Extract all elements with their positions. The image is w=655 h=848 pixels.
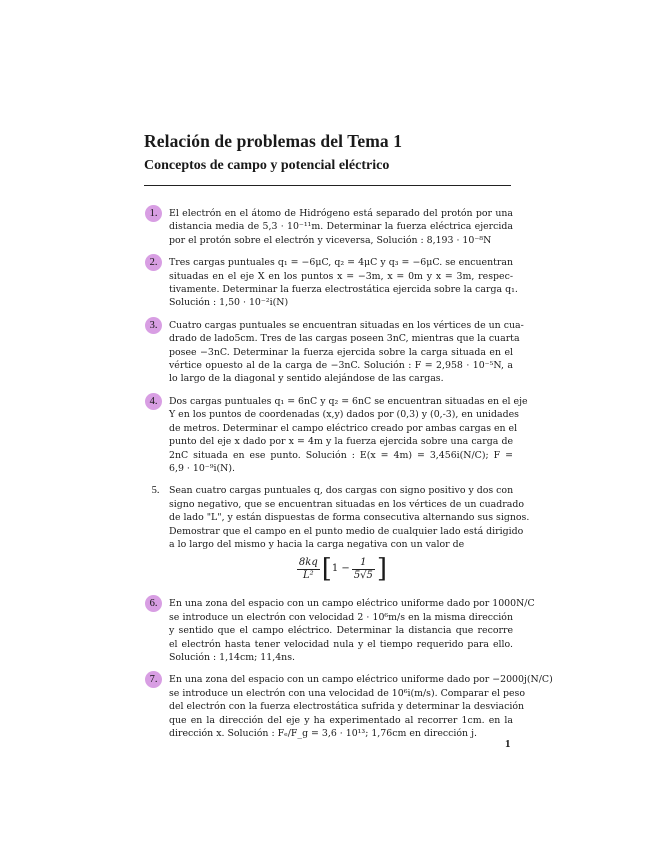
problem-text-line: En una zona del espacio con un campo eléctrico uniforme dado por −2000j(N/C) (169, 674, 553, 686)
problem-text-line: de lado "L", y están dispuestas de forma consecutiva alternando sus signos. (169, 512, 530, 524)
page-title: Relación de problemas del Tema 1 (144, 131, 403, 151)
problem-item (144, 673, 553, 740)
problem-item (144, 319, 524, 386)
problem-item (144, 207, 513, 247)
field-formula (169, 551, 513, 588)
problem-item (144, 597, 535, 664)
problem-text-line: Solución : 1,50 · 10⁻²i(N) (169, 297, 289, 309)
formula-fraction (297, 557, 320, 582)
formula-denominator: L² (302, 569, 314, 581)
formula-numerator: 1 (352, 557, 375, 570)
problem-text-line: posee −3nC. Determinar la fuerza ejercida sobre la carga situada en el (169, 346, 513, 358)
page-number: 1 (505, 738, 511, 750)
problem-item (144, 395, 528, 475)
formula-numerator: 8kq (298, 556, 318, 568)
problem-text-line: Cuatro cargas puntuales se encuentran situadas en los vértices de un cua- (169, 319, 524, 331)
problem-text-line: el electrón hasta tener velocidad nula y el tiempo requerido para ello. (169, 638, 513, 650)
problem-number: 2. (145, 254, 162, 271)
problem-number: 5. (151, 485, 160, 497)
problem-text-line: del electrón con la fuerza electrostática sufrida y determinar la desviación (169, 701, 525, 713)
problem-text-line: a lo largo del mismo y hacia la carga negativa con un valor de (169, 538, 465, 550)
problem-text-line: y sentido que el campo eléctrico. Determinar la distancia que recorre (169, 625, 513, 637)
problem-text-line: vértice opuesto al de la carga de −3nC. Solución : F = 2,958 · 10⁻⁵N, a (169, 360, 513, 372)
problem-number: 6. (145, 595, 162, 612)
problem-text-line: situadas en el eje X en los puntos x = −3m, x = 0m y x = 3m, respec- (169, 270, 513, 282)
problem-text-line: 6,9 · 10⁻⁹i(N). (169, 462, 235, 474)
right-bracket: ] (376, 554, 388, 585)
problem-text-line: lo largo de la diagonal y sentido alejándose de las cargas. (169, 373, 444, 385)
problem-text-line: se introduce un electrón con una velocidad de 10⁶i(m/s). Comparar el peso (169, 687, 525, 699)
problem-text-line: 2nC situada en ese punto. Solución : E(x = 4m) = 3,456i(N/C); F = (169, 449, 513, 461)
formula-denominator: 5√5 (353, 569, 373, 581)
left-bracket: [ (321, 554, 332, 585)
problem-text-line: dirección x. Solución : Fₑ/F_g = 3,6 · 10¹³; 1,76cm en dirección j. (169, 728, 477, 739)
problem-text-line: Sean cuatro cargas puntuales q, dos cargas con signo positivo y dos con (169, 485, 514, 497)
title-rule (144, 185, 511, 186)
problem-text-line: El electrón en el átomo de Hidrógeno está separado del protón por una (169, 208, 513, 219)
problem-number: 4. (145, 393, 162, 410)
problem-text-line: por el protón sobre el electrón y viceversa, Solución : 8,193 · 10⁻⁸N (169, 234, 492, 246)
problem-text-line: punto del eje x dado por x = 4m y la fuerza ejercida sobre una carga de (169, 436, 513, 448)
problem-list (144, 207, 553, 740)
problem-text-line: Demostrar que el campo en el punto medio de cualquier lado está dirigido (169, 525, 524, 537)
problem-number: 7. (145, 671, 162, 688)
problem-text-line: Dos cargas puntuales q₁ = 6nC y q₂ = 6nC se encuentran situadas en el eje (169, 395, 528, 407)
problem-text-line: de metros. Determinar el campo eléctrico creado por ambas cargas en el (169, 422, 518, 434)
problem-item (144, 484, 530, 588)
problem-text-line: drado de lado5cm. Tres de las cargas poseen 3nC, mientras que la cuarta (169, 333, 520, 345)
problem-text-line: Solución : 1,14cm; 11,4ns. (169, 651, 296, 663)
formula-term: 1 − (331, 563, 350, 575)
problem-text-line: se introduce un electrón con velocidad 2 · 10⁶m/s en la misma dirección (169, 611, 513, 623)
problem-text-line: En una zona del espacio con un campo eléctrico uniforme dado por 1000N/C (169, 598, 535, 610)
formula-fraction (352, 557, 375, 582)
problem-text-line: tivamente. Determinar la fuerza electrostática ejercida sobre la carga q₁. (169, 284, 518, 296)
problem-number: 1. (145, 205, 162, 222)
problem-text-line: signo negativo, que se encuentran situadas en los vértices de un cuadrado (169, 498, 524, 510)
problem-text-line: distancia media de 5,3 · 10⁻¹¹m. Determinar la fuerza eléctrica ejercida (169, 221, 513, 233)
problem-text-line: Y en los puntos de coordenadas (x,y) dados por (0,3) y (0,-3), en unidades (169, 409, 519, 421)
problem-item (144, 256, 518, 310)
page-subtitle: Conceptos de campo y potencial eléctrico (144, 158, 390, 173)
problem-text-line: Tres cargas puntuales q₁ = −6μC, q₂ = 4μC y q₃ = −6μC. se encuentran (169, 257, 513, 269)
problem-number: 3. (145, 317, 162, 334)
problem-text-line: que en la dirección del eje y ha experimentado al recorrer 1cm. en la (169, 714, 513, 726)
